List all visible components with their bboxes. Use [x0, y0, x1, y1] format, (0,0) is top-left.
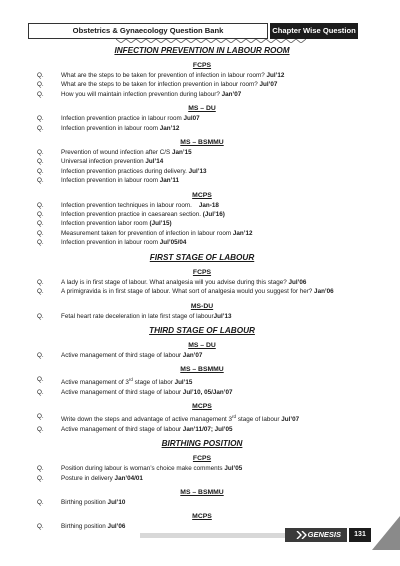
exam-session: Jul’12	[264, 72, 285, 79]
question-item	[37, 229, 367, 238]
question-text: Active management of third stage of labour	[61, 388, 182, 396]
exam-session: Jan’07	[181, 351, 203, 359]
exam-session: (Jul’15)	[147, 220, 172, 228]
exam-heading: MS – BSMMU	[180, 139, 224, 147]
ordinal-suffix: rd	[232, 414, 237, 420]
question-label: Q.	[37, 211, 44, 219]
question-text: Write down the steps and advantage of active management 3	[61, 416, 233, 424]
question-label: Q.	[37, 229, 44, 237]
question-label: Q.	[37, 413, 44, 421]
question-text: Active management of third stage of labour	[61, 425, 182, 433]
exam-session: Jan-18	[191, 201, 219, 209]
question-item	[37, 167, 367, 176]
question-text: Infection prevention in labour room	[61, 239, 158, 247]
exam-heading: MCPS	[192, 403, 212, 411]
exam-session: Jul’06	[105, 523, 126, 531]
exam-session: Jul’05/04	[157, 239, 187, 247]
question-text: Universal infection prevention	[61, 158, 144, 166]
question-label: Q.	[37, 239, 44, 247]
question-text: Infection prevention labor room	[61, 220, 148, 228]
exam-heading: MS – BSMMU	[180, 366, 224, 374]
question-item	[37, 238, 367, 247]
question-item	[37, 464, 367, 473]
section-title: INFECTION PREVENTION IN LABOUR ROOM	[114, 46, 290, 55]
question-text: Infection prevention techniques in labour room.	[61, 201, 192, 209]
question-text: Active management of third stage of labour	[61, 351, 182, 359]
exam-session: Jan’12	[157, 124, 180, 132]
exam-heading: MS-DU	[190, 302, 214, 310]
question-item	[37, 412, 367, 425]
question-text: Infection prevention practice in labour room	[61, 115, 182, 123]
question-text: stage of labor	[132, 379, 173, 387]
exam-heading: MS – DU	[188, 105, 216, 113]
footer-bar	[140, 533, 300, 538]
exam-session: Jan’11	[157, 177, 179, 185]
question-item	[37, 312, 367, 321]
question-text: Measurement taken for prevention of infection in labour room	[61, 229, 232, 237]
exam-session: Jul’07	[279, 416, 300, 424]
question-item	[37, 219, 367, 228]
ordinal-suffix: rd	[128, 377, 133, 383]
chapter-tag: Chapter Wise Question	[270, 23, 358, 39]
question-label: Q.	[37, 312, 44, 320]
question-text: Infection prevention in labour room	[61, 124, 158, 132]
question-item	[37, 388, 367, 397]
exam-heading: MS – DU	[188, 341, 216, 349]
exam-session: Jul’13	[213, 312, 232, 320]
question-label: Q.	[37, 465, 44, 473]
exam-session: Jan’12	[231, 229, 253, 237]
question-label: Q.	[37, 474, 44, 482]
question-item	[37, 278, 367, 287]
page-footer	[0, 527, 400, 543]
question-label: Q.	[37, 124, 44, 132]
question-text: Fetal heart rate deceleration in late first stage of labour	[61, 312, 214, 320]
question-label: Q.	[37, 81, 44, 89]
exam-session: Jul’10	[105, 498, 126, 506]
question-text: Active management of 3	[61, 379, 129, 387]
chevrons-icon	[296, 531, 310, 539]
exam-session: Jul’10, 05/Jan’07	[181, 388, 233, 396]
question-text: stage of labour	[236, 416, 280, 424]
question-list	[37, 41, 367, 532]
question-item	[37, 210, 367, 219]
question-text: Prevention of wound infection after C/S	[61, 149, 171, 157]
question-label: Q.	[37, 278, 44, 286]
question-label: Q.	[37, 90, 44, 98]
question-text: Birthing position	[61, 523, 106, 531]
exam-session: Jul’15	[172, 379, 193, 387]
exam-session: Jan’07	[219, 90, 242, 98]
book-title: Obstetrics & Gynaecology Question Bank	[28, 23, 268, 39]
question-text: How you will maintain infection prevention during labour?	[61, 90, 220, 98]
question-text: Infection prevention in labour room	[61, 177, 158, 185]
exam-session: Jan’06	[312, 288, 334, 296]
brand-label: GENESIS	[285, 528, 347, 542]
question-item	[37, 375, 367, 388]
question-item	[37, 201, 367, 210]
exam-session: Jul’07	[257, 81, 278, 89]
exam-session: Jan’04/01	[112, 474, 143, 482]
question-item	[37, 148, 367, 157]
question-label: Q.	[37, 72, 44, 79]
question-label: Q.	[37, 201, 44, 209]
question-item	[37, 80, 367, 89]
question-label: Q.	[37, 115, 44, 123]
question-item	[37, 287, 367, 296]
question-item	[37, 498, 367, 507]
page-number: 131	[349, 528, 371, 542]
question-item	[37, 157, 367, 166]
question-item	[37, 114, 367, 123]
exam-heading: MS – BSMMU	[180, 488, 224, 496]
question-item	[37, 425, 367, 434]
question-label: Q.	[37, 498, 44, 506]
question-text: A primigravida is in first stage of labour. What sort of analgesia would you suggest for her?	[61, 288, 313, 296]
exam-heading: FCPS	[192, 455, 212, 463]
question-label: Q.	[37, 288, 44, 296]
question-label: Q.	[37, 220, 44, 228]
question-label: Q.	[37, 425, 44, 433]
question-label: Q.	[37, 177, 44, 185]
question-item	[37, 124, 367, 133]
question-label: Q.	[37, 376, 44, 384]
exam-session: Jan’11/07; Jul’05	[181, 425, 233, 433]
exam-session: Jan’15	[170, 149, 192, 157]
question-text: Infection prevention practice in caesarean section.	[61, 211, 202, 219]
exam-session: Jul’14	[143, 158, 164, 166]
section-title: BIRTHING POSITION	[161, 439, 243, 449]
section-title: THIRD STAGE OF LABOUR	[149, 325, 255, 335]
exam-heading: MCPS	[192, 191, 212, 199]
exam-session: Jul’13	[186, 167, 207, 175]
question-text: Posture in delivery	[61, 474, 113, 482]
question-text: What are the steps to be taken for prevention of infection in labour room?	[61, 72, 265, 79]
exam-session: Jul’06	[286, 278, 307, 286]
question-label: Q.	[37, 158, 44, 166]
section-title: FIRST STAGE OF LABOUR	[149, 252, 255, 262]
exam-session: (Jul’16)	[201, 211, 225, 219]
page-header	[28, 23, 374, 40]
question-label: Q.	[37, 351, 44, 359]
question-item	[37, 351, 367, 360]
exam-heading: FCPS	[192, 268, 212, 276]
question-text: A lady is in first stage of labour. What analgesia will you advise during this stage?	[61, 278, 287, 286]
question-label: Q.	[37, 167, 44, 175]
exam-session: Jul’05	[222, 465, 243, 473]
exam-heading: MCPS	[192, 513, 212, 521]
exam-heading: FCPS	[192, 62, 212, 69]
question-text: Position during labour is woman’s choice make comments	[61, 465, 223, 473]
question-text: Birthing position	[61, 498, 106, 506]
question-text: Infection prevention practices during delivery.	[61, 167, 187, 175]
question-item	[37, 71, 367, 80]
exam-session: Jul07	[181, 115, 200, 123]
question-label: Q.	[37, 149, 44, 157]
question-label: Q.	[37, 523, 44, 531]
question-item	[37, 474, 367, 483]
question-text: What are the steps to be taken for infection prevention in labour room?	[61, 81, 258, 89]
question-item	[37, 176, 367, 185]
question-item	[37, 90, 367, 99]
question-label: Q.	[37, 388, 44, 396]
